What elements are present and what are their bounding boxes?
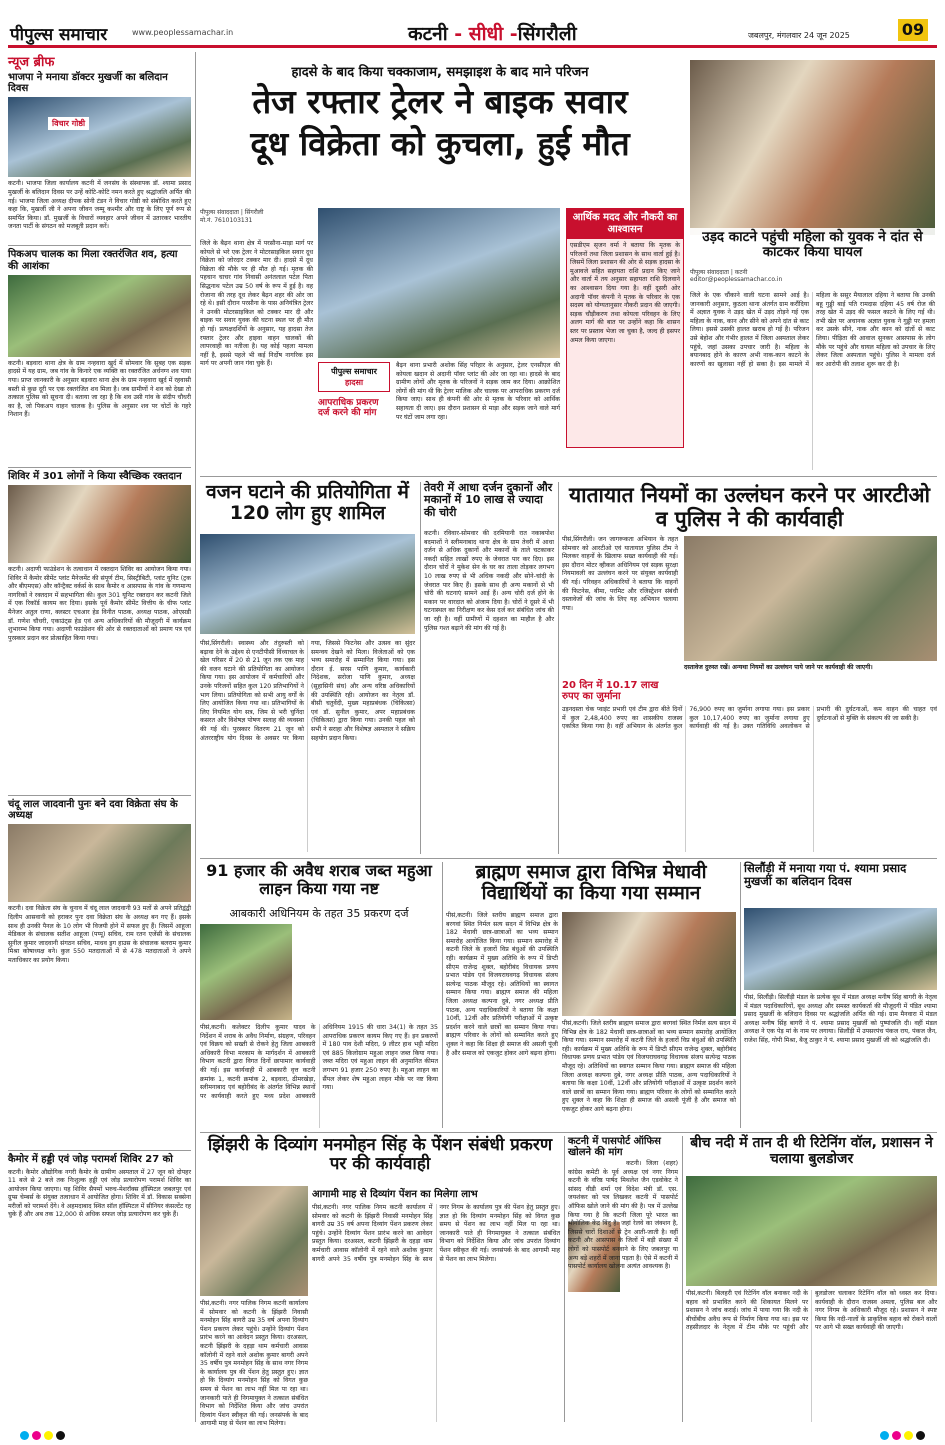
brand-logo: पीपुल्स समाचार [10,25,108,45]
registration-strip [0,1426,945,1445]
tooth-email[interactable]: editor@peoplessamachar.co.in [690,276,783,283]
yellow-dot [44,1431,53,1440]
brahmin-body: पीसं,कटनी। जिले स्तरीय ब्राह्मण समाज द्वारा बरगवां स्थित निर्मल सत्य सदन में विभिन्न क्षेत्र के 182 मेधावी छात्र-छात्राओं का भव्य सम्मान समारोह आयोजित किया गया। सम्मान समारोह में कटनी जिले के हजारों विप्र बंधुओं की उपस्थिति रही। कार्यक्रम में मुख्य अतिथि के रूप में डिप्टी सीएम राजेन्द्र शुक्ल, बहोरीबंद विधायक प्रणय प्रभात पांडेय एवं विजयराघवगढ़ विधायक संजय सत्येन्द्र पाठक मौजूद रहे। अतिथियों का स्वागत सम्मान किया गया। ब्राह्मण समाज की महिला जिला अध्यक्ष कल्पना दुबे, नगर अध्यक्ष प्रीति पाठक, अन्य पदाधिकारियों ने बताया कि कक्षा 10वीं, 12वीं और प्रतियोगी परीक्षाओं में उत्कृष्ट प्रदर्शन करने वाले छात्रों का सम्मान किया गया। ब्राह्मण परिवार के लोगों को सम्मानित करते हुए शुक्ल ने कहा कि शिक्षा ही समाज की असली पूंजी है और समाज को एकजुट होकर आगे बढ़ना होगा। [446,912,558,1057]
mukherjee-headline: सिलौंड़ी में मनाया गया पं. श्यामा प्रसाद मुखर्जी का बलिदान दिवस [744,861,907,888]
liquor-headline: 91 हजार की अवैध शराब जब्त महुआ लाहन किया गया नष्ट [206,861,432,898]
brief-3-title: शिविर में 301 लोगों ने किया स्वैच्छिक रक्तदान [8,470,182,482]
brahmin-body-2: पीसं,कटनी। जिले स्तरीय ब्राह्मण समाज द्वारा बरगवां स्थित निर्मल सत्य सदन में विभिन्न क्षेत्र के 182 मेधावी छात्र-छात्राओं का भव्य सम्मान समारोह आयोजित किया गया। सम्मान समारोह में कटनी जिले के हजारों विप्र बंधुओं की उपस्थिति रही। कार्यक्रम में मुख्य अतिथि के रूप में डिप्टी सीएम राजेन्द्र शुक्ल, बहोरीबंद विधायक प्रणय प्रभात पांडेय एवं विजयराघवगढ़ विधायक संजय सत्येन्द्र पाठक मौजूद रहे। अतिथियों का स्वागत सम्मान किया गया। ब्राह्मण समाज की महिला जिला अध्यक्ष कल्पना दुबे, नगर अध्यक्ष प्रीति पाठक, अन्य पदाधिकारियों ने बताया कि कक्षा 10वीं, 12वीं और प्रतियोगी परीक्षाओं में उत्कृष्ट प्रदर्शन करने वाले छात्रों का सम्मान किया गया। ब्राह्मण परिवार के लोगों को सम्मानित करते हुए शुक्ल ने कहा कि शिक्षा ही समाज की असली पूंजी है और समाज को एकजुट होकर आगे बढ़ना होगा। [562,1020,736,1113]
black-dot [56,1431,65,1440]
yellow-dot [904,1431,913,1440]
section-title: कटनी - सीधी -सिंगरौली [408,23,577,45]
cyan-dot [880,1431,889,1440]
traffic-photo [684,536,937,661]
weight-photo [200,534,415,634]
tooth-byline: पीपुल्स संवाददाता | कटनी [690,269,748,276]
mukherjee-photo [744,908,937,990]
lead-photo [318,208,560,358]
brief-2-body: कटनी। बड़वारा थाना क्षेत्र के ग्राम नन्हवारा खुर्द में सोमवार कि सुबह एक सड़क हादसे में यह ग्राम, जब गांव के किनारे एक व्यक्ति का रक्तरंजित अर्धनग्न शव पाया गया। प्राप्त जानकारी के अनुसार बड़वारा थाना क्षेत्र के ग्राम नन्हवारा खुर्द में रहवासी बस्ती से कुछ दूरी पर एक रक्तरंजित शव मिला है। जब ग्रामीणों ने शव को देखा तो तत्काल पुलिस को सूचना दी। बताया जा रहा है कि शव उसी गांव के संदीप चौधरी का है, जो पिकअप वाहन चालक है। पुलिस के अनुसार शव पर चोटों के गहरे निशान हैं। [8,359,191,419]
brief-1-title: भाजपा ने मनाया डॉक्टर मुखर्जी का बलिदान दिवस [8,72,168,95]
lead-headline-2: दूध विक्रेता को कुचला, हुई मौत [250,124,630,163]
brief-4-body: कटनी। दवा विक्रेता संघ के चुनाव में चंदू लाल जादवानी 93 मतों से अपने प्रतिद्वंद्वी दिलीप आसवानी को हराकर पुनः दवा विक्रेता संघ के अध्यक्ष बन गए हैं। इसके साथ ही उनकी पैनल के 10 लोग भी विजयी होने में सफल हुए हैं। जिसमें आहूजा मेडिकल के संचालक सतीश आहूजा (पप्पू) सचिव, राम रतन एजेंसी के संचालक सुनील कुमार जादवानी संगठन सचिव, माधव ड्रग हाउस के संचालक बलराम कुमार मिश्रा कोषाध्यक्ष बने। कुल 550 मतदाताओं में से 478 मतदाताओं ने अपने मताधिकार का प्रयोग किया। [8,905,191,964]
brief-1-photo [8,97,191,177]
lead-aid-body: एसडीएम सृजन वर्मा ने बताया कि मृतक के परिजनों तथा जिला प्रशासन के साथ वार्ता हुई है। जिसमें जिला प्रशासन की ओर से सड़क हादसा के मुआवजे सहित सहायता राशि प्रदान किए जाने और वार्ता में तय अनुसार सहायता राशि दिलवाने का आश्वासन दिया गया है। वहीं दूसरी ओर अदानी पॉवर कंपनी ने मृतक के परिवार के एक सदस्य को योग्यतानुसार नौकरी प्रदान की जाएगी। सड़क चौड़ीकरण तथा कोयला परिवहन के लिए अलग मार्ग की बात पर उन्होंने कहा कि शासन स्तर पर प्रस्ताव भेजा जा चुका है, जल्द ही इसपर अमल किया जाएगा। [570,242,680,344]
passport-headline: कटनी में पासपोर्ट ऑफिस खोलने की मांग [568,1136,661,1159]
news-brief-column [8,52,191,1422]
pension-body-left: पीसं,कटनी। नगर पालिक निगम कटनी कार्यालय में सोमवार को कटनी के झिंझरी निवासी मनमोहन सिंह बागरी उम्र 35 वर्ष अपना दिव्यांग पेंशन प्रकरण लेकर पहुंचे। उन्होंने दिव्यांग पेंशन प्रारंभ करने का आवेदन प्रस्तुत किया। दरअसल, कटनी झिंझरी के दहड़ा थाम कर्मचारी आवास कॉलोनी में रहने वाले अशोक कुमार बागरी अपने 35 वर्षीय पुत्र मनमोहन सिंह के साथ नगर निगम के कार्यालय पुत्र की पेंशन हेतु प्रस्तुत हुए। ज्ञात हो कि दिव्यांग मनमोहन सिंह को विगत कुछ समय से पेंशन का लाभ नहीं मिल पा रहा था। जानकारी पाते ही निगमायुक्त ने तत्काल संबंधित विभाग को निर्देशित किया और जांच उपरांत दिव्यांग पेंशन स्वीकृत की गई। जनसंपर्क के बाद आगामी माह से पेंशन का लाभ मिलेगा। [200,1300,308,1428]
brief-1-banner: विचार गोष्ठी [48,117,89,130]
tooth-headline: उड़द काटने पहुंची महिला को युवक ने दांत से काटकर किया घायल [690,228,935,260]
dateline: जबलपुर, मंगलवार 24 जून 2025 [748,31,850,40]
traffic-body-1: पीसं,सिंगरौली। जन जागरूकता अभियान के तहत सोमवार को आरटीओ एवं यातायात पुलिस टीम ने मिलकर वाहनों के खिलाफ सख्त कार्यवाही की गई। इस दौरान मोटर व्हीकल अधिनियम एवं सड़क सुरक्षा नियमावली का उल्लंघन करने पर संयुक्त कार्यवाही की गई। परिवहन अधिकारियों ने बताया कि वाहनों की फिटनेस, बीमा, परमिट और रजिस्ट्रेशन संबंधी दस्तावेजों की जांच के लिए यह अभियान चलाया गया। [562,536,678,612]
traffic-subhead: 20 दिन में 10.17 लाख रुपए का जुर्माना [562,680,659,703]
brief-3-body: कटनी। अदाणी फाउंडेशन के तत्वाधान में रक्तदान शिविर का आयोजन किया गया। शिविर में कैमोर सीमेंट प्लांट मैनेजमेंट की संपूर्ण टीम, सिस्ट्रीबिटी, प्लांट यूनिट (ट्रक और बीएमएस) और कॉन्ट्रैक्ट वर्कर्स के साथ कैमोर व आसपास के गांव के गणमान्य नागरिकों ने रक्तदान में सहभागिता की। कुल 301 यूनिट रक्तदान कर कटनी जिले में एक रिकॉर्ड कायम कर दिया। इसके पूर्व कैमोर सीमेंट वित्तीय के चीफ प्लांट मैनेजर अतुल राणा, क्लस्टर एचआर हेड विनीत पाठक, अध्यक्ष पाठक, ओएसडी डॉ. गणेश चौधरी, एकाउंट्स हेड एवं अन्य अधिकारियों की मौजूदगी में कार्यक्रम शुभारम्भ किया गया। अदाणी फाउंडेशन की ओर से रक्तदाताओं को प्रमाण पत्र एवं पुरस्कार प्रदान कर प्रोत्साहित किया गया। [8,565,191,642]
theft-headline: तेवरी में आधा दर्जन दुकानों और मकानों में 10 लाख से ज्यादा की चोरी [424,481,553,519]
brief-5-body: कटनी। कैमोर औद्योगिक नगरी कैमोर के ग्रामीण अस्पताल में 27 जून को दोपहर 11 बजे से 2 बजे तक निःशुल्क हड्डी एवं जोड़ प्रत्यारोपण परामर्श शिविर का आयोजन किया जाएगा। यह शिविर सैफ्मों भरुच-मेशरॉक्स हॉस्पिटल जबलपुर एवं ग्रुप्स चेम्बर्स के संयुक्त तत्वाधान में आयोजित होगा। शिविर में डॉ. विकास सक्सेना मरीजों को परामर्श देंगे। वे अहमदाबाद स्थित सॉल हॉस्पिटल में सीनियर कंसल्टेंट रह चुके हैं और अब तक 12,000 से अधिक सफल जोड़ प्रत्यारोपण कर चुके हैं। [8,1168,191,1219]
lead-aid-title: आर्थिक मदद और नौकरी का आश्वासन [567,209,683,239]
lead-subhead: आपराधिक प्रकरण दर्ज करने की मांग [318,398,379,419]
masthead-rule [8,45,937,48]
magenta-dot [32,1431,41,1440]
brief-4-photo [8,824,191,902]
lead-mobile: मो.नं. 7610103131 [200,217,253,224]
pension-body: पीसं,कटनी। नगर पालिक निगम कटनी कार्यालय में सोमवार को कटनी के झिंझरी निवासी मनमोहन सिंह बागरी उम्र 35 वर्ष अपना दिव्यांग पेंशन प्रकरण लेकर पहुंचे। उन्होंने दिव्यांग पेंशन प्रारंभ करने का आवेदन प्रस्तुत किया। दरअसल, कटनी झिंझरी के दहड़ा थाम कर्मचारी आवास कॉलोनी में रहने वाले अशोक कुमार बागरी अपने 35 वर्षीय पुत्र मनमोहन सिंह के साथ नगर निगम के कार्यालय पुत्र की पेंशन हेतु प्रस्तुत हुए। ज्ञात हो कि दिव्यांग मनमोहन सिंह को विगत कुछ समय से पेंशन का लाभ नहीं मिल पा रहा था। जानकारी पाते ही निगमायुक्त ने तत्काल संबंधित विभाग को निर्देशित किया और जांच उपरांत दिव्यांग पेंशन स्वीकृत की गई। जनसंपर्क के बाद आगामी माह से पेंशन का लाभ मिलेगा। [312,1204,560,1263]
brahmin-headline: ब्राह्मण समाज द्वारा विभिन्न मेधावी विद्यार्थियों का किया गया सम्मान [475,861,707,905]
lead-logo [318,362,390,392]
news-brief-label: न्यूज ब्रीफ [8,55,55,70]
lead-body-2: बैढ़न थाना प्रभारी अशोक सिंह परिहार के अनुसार, ट्रेलर एनसीएल की कोयला खदान से अदानी पॉवर प्लांट की ओर जा रहा था। हादसे के बाद ग्रामीण लोगों और मृतक के परिजनों ने सड़क जाम कर दिया। आक्रोशित लोगों की मांग थी कि ट्रेलर मालिक और चालक पर आपराधिक प्रकरण दर्ज किया जाए। साथ ही कंपनी की ओर से मृतक के परिवार को आर्थिक सहायता दी जाए। इस दौरान प्रशासन से माड़ा और सड़क जाने वाले मार्ग पर घंटों जाम लगा रहा। [396,362,560,421]
brief-4-title: चंदू लाल जादवानी पुनः बने दवा विक्रेता संघ के अध्यक्ष [8,798,178,822]
traffic-body-2: उड़नदस्ता चेक प्वाइंट प्रभारी एवं टीम द्वारा बीते दिनों में कुल 2,48,400 रुपए का शासकीय राजस्व एकत्रित किया गया है। वहीं अभियान के अंतर्गत कुल 76,900 रुपए का जुर्माना लगाया गया। इस प्रकार कुल 10,17,400 रुपए का जुर्माना लगाया हुए कार्यवाही की गई है। उक्त गतिविधि अवलोकन से प्रभारी की दुर्घटनाओं, कम वाहन की चाहत एवं दुर्घटनाओं से मुक्ति के संकल्प की जा सकी है। [562,706,937,731]
lead-kicker: हादसे के बाद किया चक्काजाम, समझाइश के बाद माने परिजन [291,65,589,80]
tooth-body: जिले के एक चौंकाने वाली घटना सामने आई है। जानकारी अनुसार, कुठला थाना अंतर्गत ग्राम करौंदिया में अज्ञात युवक ने उड़द खेत में उड़द तोड़ने गई एक महिला के नाक, कान और सीने को अपने दांत से काट लिया। इससे उसकी हालत खराब हो गई है। परिजन उसे बेहोश और गंभीर हालत में जिला अस्पताल लेकर पहुंचे, जहां उसका उपचार जारी है। महिला के बयानबाद होने के कारण अभी नाक-कान काटने के कारणों का खुलासा नहीं हो सका है। इस मामले में महिला के ससुर मैयालाल दहिया ने बताया कि उनकी बहू गुड्डी बाई पति रामदास दहिया 45 वर्ष रोज की तरह खेत में उड़द की फसल काटने के लिए गई थी। तभी खेत पर अचानक अज्ञात युवक ने गुड्डी पर हमला कर उसके सीने, नाक और कान को दांतों से काट लिया। पीड़िता की आवाज सुनकर आसपास के लोग मौके पर पहुंचे और घायल महिला को उपचार के लिए लेकर जिला अस्पताल पहुंचे। पुलिस ने मामला दर्ज कर आरोपी की तलाश शुरू कर दी है। [690,292,935,368]
theft-body: कटनी। रविवार-सोमवार की दरमियानी रात नकाबपोश बदमाशों ने स्लीमनाबाद थाना क्षेत्र के ग्राम तेवरी में आधा दर्जन से अधिक दुकानों और मकानों के ताले चटकाकर नकदी सहित लाखों रुपए के जेवरात पार कर दिए। इस दौरान चोरों ने मुकेश सेन के घर का ताला तोड़कर लगभग 10 लाख रुपए से भी अधिक नकदी और सोने-चांदी के जेवरात पार किए हैं। इसके साथ ही अन्य मकानों से भी चोरी की घटनाएं सामने आई हैं। अन्य चोरी दर्ज होने के मकान पर वारदात को अंजाम दिया है। चोरों ने दूसरे में भी घटनास्थल का निरीक्षण कर केस दर्ज कर संबंधित जांच की जा रही है। वहीं ग्रामीणों में दहशत का माहौल है और पुलिस गश्त बढ़ाने की मांग की गई है। [424,530,554,632]
pension-subhead: आगामी माह से दिव्यांग पेंशन का मिलेगा लाभ [312,1189,478,1200]
bulldozer-body: पीसं,कटनी। बिलहरी एवं रिटेनिंग वॉल बनाकर नदी के बहाव को प्रभावित करने की शिकायत मिलने पर प्रशासन ने जांच कराई। जांच में पाया गया कि नदी के बीचोंबीच अवैध रूप से निर्माण किया गया था। इस पर तहसीलदार के नेतृत्व में टीम मौके पर पहुंची और बुलडोजर चलाकर रिटेनिंग वॉल को ध्वस्त कर दिया। कार्यवाही के दौरान राजस्व अमला, पुलिस बल और नगर निगम के अधिकारी मौजूद रहे। प्रशासन ने स्पष्ट किया कि नदी-नालों के प्राकृतिक बहाव को रोकने वालों पर आगे भी सख्त कार्यवाही की जाएगी। [686,1290,937,1332]
site-url[interactable]: www.peoplessamachar.in [132,28,234,37]
lead-byline: पीपुल्स संवाददाता | सिंगरौली [200,209,264,216]
brahmin-photo [562,912,736,1016]
lead-byline-block [200,208,310,224]
brief-3-photo [8,485,191,563]
tooth-byline-block [690,268,810,283]
brief-2-photo [8,275,191,357]
bulldozer-photo [686,1176,937,1286]
brief-5-title: कैमोर में हड्डी एवं जोड़ परामर्श शिविर 27 को [8,1154,173,1166]
passport-body: कटनी। जिला (शहर) कांग्रेस कमेटी के पूर्व अध्यक्ष एवं नगर निगम कटनी के वरिष्ठ पार्षद मिथलेश जैन एडवोकेट ने सांसद वीडी शर्मा एवं विदेश मंत्री डॉ. एस. जयशंकर को पत्र लिखकर कटनी में पासपोर्ट ऑफिस खोले जाने की मांग की है। पत्र में उल्लेख किया गया है कि कटनी जिला पूरे भारत का भौगोलिक केंद्र बिंदु है। जहां रेलवे का जंक्शन है, जिससे चारों दिशाओं से ट्रेन आती-जाती है। वहीं कटनी और आसपास के जिलों में बड़ी संख्या में लोगों को पासपोर्ट बनवाने के लिए जबलपुर या अन्य बड़े शहरों में जाना पड़ता है। ऐसे में कटनी में पासपोर्ट कार्यालय खोलना अत्यंत आवश्यक है। [568,1160,678,1271]
lead-aid-box [566,208,684,448]
lead-logo-text: पीपुल्स समाचार [331,367,377,376]
brief-1-body: कटनी। भाजपा जिला कार्यालय कटनी में जनसंघ के संस्थापक डॉ. श्यामा प्रसाद मुखर्जी के बलिदान दिवस पर उन्हें कोटि-कोटि नमन करते हुए श्रद्धांजलि अर्पित की गई। भाजपा जिला अध्यक्ष दीपक सोनी टंडन ने विचार गोष्ठी को संबोधित करते हुए कहा कि, मुखर्जी जी ने अपना जीवन जम्मू कश्मीर और राष्ट्र के लिए पूर्ण रूप से समर्पित किया। डॉ. मुखर्जी के विचारों व्यवहार अपने जीवन में उतारकर भारतीय जनता पार्टी के संगठन को मजबूती प्रदान करें। [8,180,191,231]
weight-headline: वजन घटाने की प्रतियोगिता में 120 लोग हुए शामिल [206,481,409,525]
black-dot [916,1431,925,1440]
traffic-photo-caption: दस्तावेज दुरुस्त रखें। अन्यथा नियमों का उल्लंघन पाये जाने पर कार्यवाही की जाएगी। [684,664,873,671]
masthead [0,0,945,44]
liquor-photo [200,924,292,1020]
lead-logo-tag: हादसा [344,378,364,387]
liquor-subhead: आबकारी अधिनियम के तहत 35 प्रकरण दर्ज [229,907,409,920]
bulldozer-headline: बीच नदी में तान दी थी रिटेनिंग वॉल, प्रशासन ने चलाया बुलडोजर [690,1135,933,1167]
pension-photo [200,1186,308,1296]
brief-2-title: पिकअप चालक का मिला रक्तरंजित शव, हत्या की आशंका [8,249,178,272]
traffic-headline: यातायात नियमों का उल्लंघन करने पर आरटीओ व पुलिस ने की कार्यवाही [568,483,931,531]
tooth-photo [690,60,935,235]
lead-body-1: जिले के बैढ़न थाना क्षेत्र में परसौना-माड़ा मार्ग पर कोयले से भरे एक ट्रेलर ने मोटरसाइकिल सवार दूध विक्रेता को जोरदार टक्कर मार दी। हादसे में दूध विक्रेता की मौके पर ही मौत हो गई। मृतक की पहचान चाचर गांव निवासी अनंतलाल पटेल पिता सिद्धनाथ पटेल उम्र 50 वर्ष के रूप में हुई है। वह रोजाना की तरह दूध लेकर बैढ़न शहर की ओर जा रहे थे। इसी दौरान परसौना के पास अनियंत्रित ट्रेलर ने उनकी मोटरसाइकिल को टक्कर मार दी और बाइक पर सवार युवक की घटना स्थल पर ही मौत हो गई। प्रत्यक्षदर्शियों के अनुसार, यह हादसा तेज रफ्तार ट्रेलर और हाइवा वाहन चालकों की लापरवाही का नतीजा है। यह कोई पहला मामला नहीं है, इससे पहले भी कई निर्दोष नागरिक इस मार्ग पर अपनी जान गंवा चुके हैं। [200,240,313,368]
cyan-dot [20,1431,29,1440]
weight-body: पीसं,सिंगरौली। स्वास्थ्य और तंदुरुस्ती को बढ़ावा देने के उद्देश्य से एनटीपीसी विंध्याचल के खेल परिसर में 20 से 21 जून तक एक माह की वजन घटाने की प्रतियोगिता का आयोजन किया गया। इस आयोजन में कर्मचारियों और उनके परिजनों सहित कुल 120 प्रतिभागियों ने भाग लिया। प्रतियोगिता को सभी आयु वर्गों के लिए आयोजित किया गया था। प्रतिभागियों के लिए नियमित योग सत्र, जिम से भरी चुनिंदा कसरत और विशेषज्ञ पोषण सलाह की व्यवस्था की गई थी। पुरस्कार वितरण 21 जून को अंतरराष्ट्रीय योग दिवस के अवसर पर किया गया, जिससे फिटनेस और उत्सव का सुंदर समन्वय देखने को मिला। विजेताओं को एक भव्य समारोह में सम्मानित किया गया। इस दौरान ई. सरस पाणि कुमार, कार्यकारी निदेशक, सरोजा पाणि कुमार, अध्यक्ष (सुहासिनी संघ) और अन्य वरिष्ठ अधिकारियों की उपस्थिति रही। आयोजन का नेतृत्व डॉ. बीसी चतुर्वेदी, मुख्य महाप्रबंधक (चिकित्सा) एवं डॉ. सुनील कुमार, अपर महाप्रबंधक (चिकित्सा) द्वारा किया गया। उनकी पहल को सभी ने सराहा और विशेषज्ञ अस्पताल ने सक्रिय सहयोग प्रदान किया। [200,640,415,742]
pension-headline: झिंझरी के दिव्यांग मनमोहन सिंह के पेंशन संबंधी प्रकरण पर की कार्यवाही [207,1135,553,1175]
lead-headline-1: तेज रफ्तार ट्रेलर ने बाइक सवार [252,82,628,121]
liquor-body: पीसं,कटनी। कलेक्टर दिलीप कुमार यादव के निर्देशन में शराब के अवैध निर्माण, संग्रहण, परिवहन एवं विक्रय को सख्ती से रोकने हेतु जिला आबकारी अधिकारी विभा मरकाम के मार्गदर्शन में आबकारी विभाग कटनी द्वारा विगत दिनों छापामार कार्यवाही की गई। इस कार्यवाही में आबकारी वृत्त कटनी क्रमांक 1, कटनी क्रमांक 2, बड़वारा, ढीमरखेड़ा, स्लीमनाबाद एवं बहोरीबंद के अंतर्गत विभिन्न स्थानों पर कार्यवाही करते हुए मध्य प्रदेश आबकारी अधिनियम 1915 की धारा 34(1) के तहत 35 आपराधिक प्रकरण कायम किए गए हैं। इन प्रकरणों में 180 पाव देशी मदिरा, 9 लीटर हाथ भट्टी मदिरा एवं 885 किलोग्राम महुआ लाहन जब्त किया गया। जब्त मदिरा एवं महुआ लाहन की अनुमानित कीमत लगभग 91 हजार 250 रुपए है। महुआ लाहन का सैंपल लेकर शेष महुआ लाहन मौके पर नष्ट किया गया। [200,1024,438,1100]
page-number: 09 [898,19,928,41]
magenta-dot [892,1431,901,1440]
mukherjee-body: पीसं, सिलौंड़ी। सिलौंड़ी मंडल के प्रत्येक बूथ में मंडल अध्यक्ष मनीष सिंह बागरी के नेतृत्व में मंडल पदाधिकारियों, बूथ अध्यक्ष और समस्त कार्यकर्ता की मौजूदगी में पंडित श्यामा प्रसाद मुखर्जी के बलिदान दिवस पर श्रद्धांजलि अर्पित की गई। ग्राम मैनवारा में मंडल अध्यक्ष मनीष सिंह बागरी ने पं. श्यामा प्रसाद मुखर्जी को पुष्पांजलि दी। वहीं मंडल अध्यक्ष ने एक पेड़ मां के नाम पर लगाया। सिलौंड़ी में उपसरपंच पंकज राय, पंकज जैन, राजेश सिंह, गोपी मिश्रा, बैजू ठाकुर ने पं. श्यामा प्रसाद मुखर्जी जी को श्रद्धांजलि दी। [744,994,937,1044]
